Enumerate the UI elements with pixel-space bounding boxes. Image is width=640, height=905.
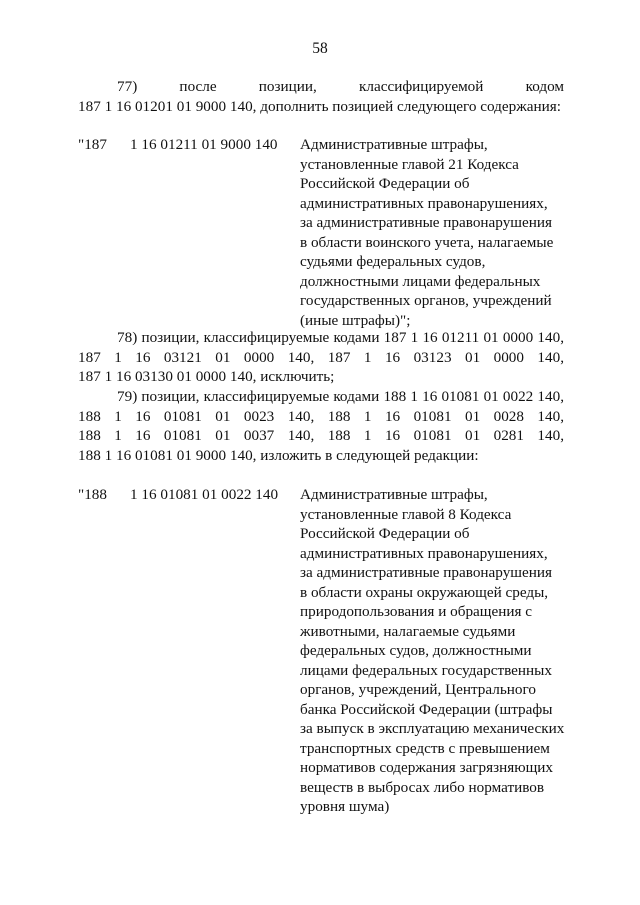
table-entry-187 bbox=[78, 135, 564, 335]
paragraph-79-line: 79) позиции, классифицируемые кодами 188 1 16 01081 01 0022 140, bbox=[117, 388, 564, 405]
entry-classification-code: 1 16 01211 01 9000 140 bbox=[130, 136, 278, 153]
entry-description-line: (иные штрафы)"; bbox=[300, 311, 411, 329]
entry-description-line: государственных органов, учреждений bbox=[300, 292, 552, 309]
entry-description-line: в области охраны окружающей среды, bbox=[300, 583, 549, 601]
entry-description-line: уровня шума) bbox=[300, 798, 390, 815]
entry-description-line: Российской Федерации об bbox=[300, 525, 470, 542]
paragraph-77-line: 77) после позиции, классифицируемой кодом bbox=[117, 78, 564, 95]
entry-description-line: административных правонарушениях, bbox=[300, 194, 548, 212]
entry-description-line: должностными лицами федеральных bbox=[300, 272, 541, 290]
table-entry-188 bbox=[78, 485, 564, 825]
entry-description-line: федеральных судов, должностными bbox=[300, 642, 532, 659]
entry-description-line: установленные главой 21 Кодекса bbox=[300, 155, 519, 173]
entry-admin-code: "187 bbox=[78, 136, 107, 153]
entry-description-line: в области воинского учета, налагаемые bbox=[300, 233, 554, 251]
entry-description-line: лицами федеральных государственных bbox=[300, 661, 552, 679]
entry-description-line: за административные правонарушения bbox=[300, 214, 552, 231]
entry-description bbox=[300, 135, 564, 330]
entry-description-line: Российской Федерации об bbox=[300, 175, 470, 192]
paragraph-78-line: 187 1 16 03121 01 0000 140, 187 1 16 03123 01 0000 140, bbox=[78, 348, 564, 366]
entry-description-line: за выпуск в эксплуатацию механических bbox=[300, 720, 565, 737]
paragraph-77-line: 187 1 16 01201 01 9000 140, дополнить позицией следующего содержания: bbox=[78, 97, 561, 115]
entry-description-line: Административные штрафы, bbox=[300, 486, 488, 503]
page-number: 58 bbox=[312, 40, 328, 57]
entry-description-line: транспортных средств с превышением bbox=[300, 739, 550, 757]
entry-description bbox=[300, 485, 564, 817]
entry-description-line: органов, учреждений, Центрального bbox=[300, 681, 536, 698]
paragraph-79-line: 188 1 16 01081 01 9000 140, изложить в следующей редакции: bbox=[78, 446, 479, 464]
entry-admin-code: "188 bbox=[78, 486, 107, 503]
entry-description-line: нормативов содержания загрязняющих bbox=[300, 759, 553, 776]
entry-description-line: судьями федеральных судов, bbox=[300, 253, 486, 270]
entry-description-line: административных правонарушениях, bbox=[300, 544, 548, 562]
paragraph-79-line: 188 1 16 01081 01 0037 140, 188 1 16 01081 01 0281 140, bbox=[78, 427, 564, 444]
paragraph-78 bbox=[78, 328, 564, 387]
paragraph-78-line: 187 1 16 03130 01 0000 140, исключить; bbox=[78, 368, 335, 385]
entry-description-line: за административные правонарушения bbox=[300, 564, 552, 581]
paragraph-77 bbox=[78, 77, 564, 116]
entry-description-line: животными, налагаемые судьями bbox=[300, 622, 516, 640]
entry-description-line: банка Российской Федерации (штрафы bbox=[300, 700, 553, 718]
paragraph-79-line: 188 1 16 01081 01 0023 140, 188 1 16 01081 01 0028 140, bbox=[78, 407, 564, 425]
entry-description-line: Административные штрафы, bbox=[300, 136, 488, 153]
entry-description-line: веществ в выбросах либо нормативов bbox=[300, 778, 545, 796]
paragraph-79 bbox=[78, 387, 564, 465]
entry-description-line: установленные главой 8 Кодекса bbox=[300, 505, 512, 523]
paragraph-78-line: 78) позиции, классифицируемые кодами 187 1 16 01211 01 0000 140, bbox=[117, 329, 564, 346]
entry-classification-code: 1 16 01081 01 0022 140 bbox=[130, 486, 279, 503]
entry-description-line: природопользования и обращения с bbox=[300, 603, 532, 620]
